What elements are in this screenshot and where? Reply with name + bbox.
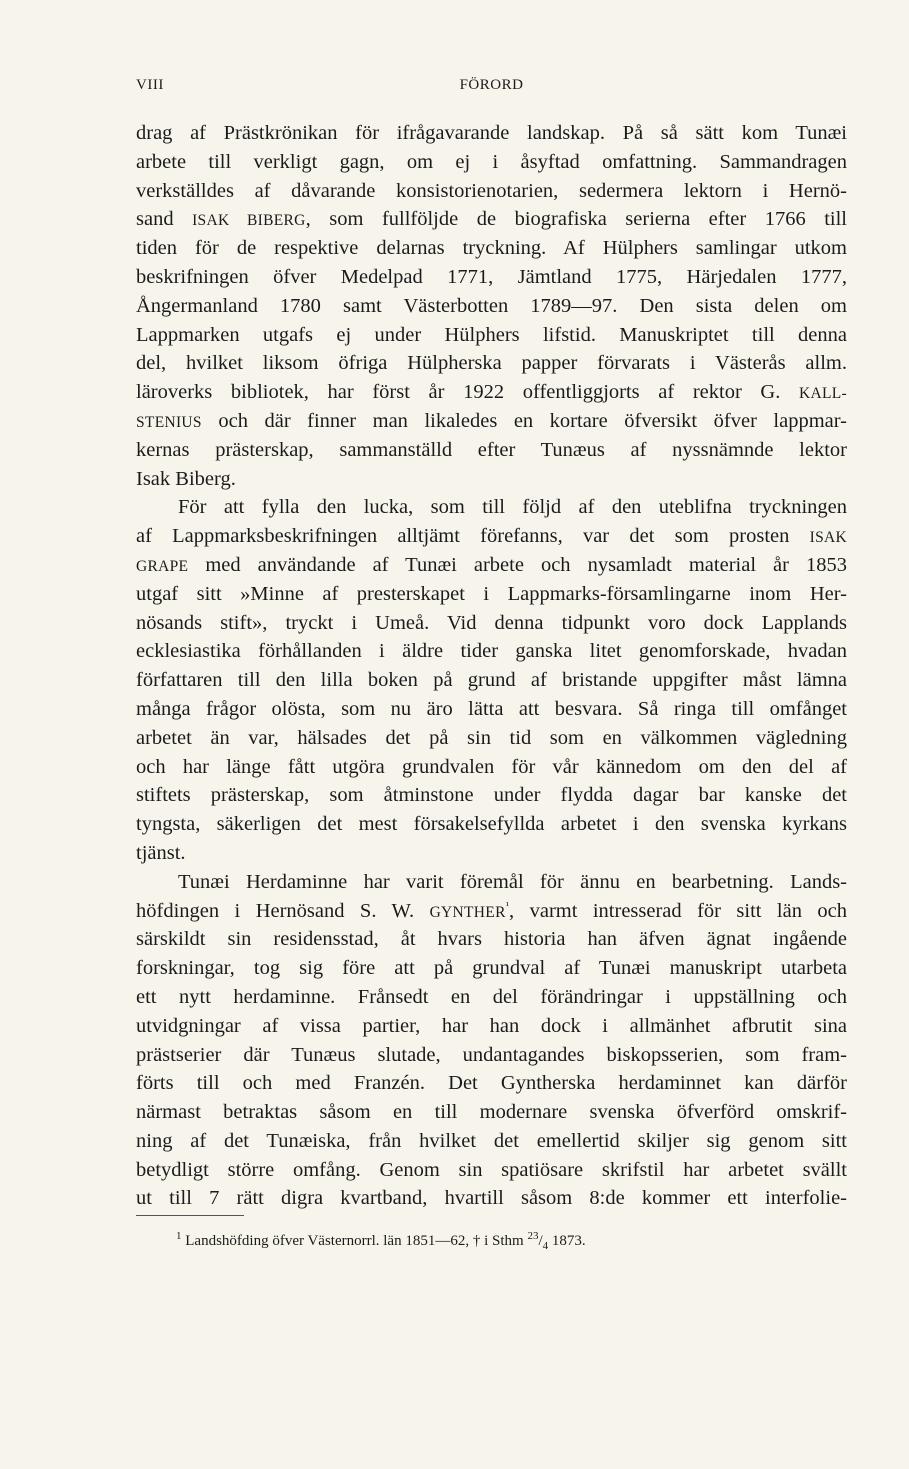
text-run: forskningar, tog sig före att på grundval af Tunæi manuskript utarbeta — [136, 957, 847, 980]
footnote-text-end: 1873. — [548, 1233, 586, 1249]
footnote: $^1$ Landshöfding öfver Västernorrl. län 1851—62, † i Sthm $^{23}/_4$ 1873. — [176, 1230, 586, 1252]
text-run: Isak Biberg. — [136, 467, 236, 490]
page-header — [136, 77, 847, 99]
text-run: För att fylla den lucka, som till följd af den uteblifna tryckningen — [178, 496, 847, 519]
text-line — [136, 205, 847, 234]
text-run: drag af Prästkrönikan för ifrågavarande landskap. På så sätt kom Tunæi — [136, 122, 847, 144]
text-run: betydligt större omfång. Genom sin spatiösare skrifstil har arbetet svällt — [136, 1158, 847, 1181]
text-run: Lappmarken utgafs ej under Hülphers lifstid. Manuskriptet till denna — [136, 323, 847, 346]
running-title: FÖRORD — [459, 77, 524, 93]
text-run: tiden för de respektive delarnas tryckning. Af Hülphers samlingar utkom — [136, 237, 847, 260]
small-caps-name: ISAK — [809, 529, 847, 547]
text-run: Tunæi Herdaminne har varit föremål för ännu en bearbetning. Lands- — [178, 870, 847, 893]
small-caps-name: KALL- — [799, 385, 847, 403]
text-run: tjänst. — [136, 841, 186, 864]
text-run: tyngsta, säkerligen det mest försakelsefyllda arbetet i den svenska kyrkans — [136, 813, 847, 836]
text-line — [136, 1098, 847, 1127]
small-caps-name: GYNTHER — [429, 903, 506, 921]
text-line — [136, 925, 847, 954]
text-line — [136, 321, 847, 350]
text-line — [136, 349, 847, 378]
text-run: del, hvilket liksom öfriga Hülpherska papper förvarats i Västerås allm. — [136, 352, 847, 375]
footnote-date-numerator: 23 — [527, 1230, 539, 1242]
text-run: ning af det Tunæiska, från hvilket det emellertid skiljer sig genom sitt — [136, 1129, 847, 1152]
footnote-text: Landshöfding öfver Västernorrl. län 1851—62, † i Sthm — [185, 1233, 528, 1249]
text-line — [136, 1156, 847, 1185]
text-line — [136, 897, 847, 926]
text-line — [136, 119, 847, 148]
text-run: och där finner man likaledes en kortare öfversikt öfver lappmar- — [201, 409, 847, 432]
text-line — [136, 983, 847, 1012]
text-run: höfdingen i Hernösand S. W. — [136, 899, 430, 922]
text-line — [136, 1012, 847, 1041]
text-run: af Lappmarksbeskrifningen alltjämt förefanns, var det som prosten — [136, 525, 810, 548]
small-caps-name: STENIUS — [136, 413, 202, 431]
text-line — [136, 666, 847, 695]
text-line — [136, 839, 847, 868]
text-run: närmast betraktas såsom en till modernare svenska öfverförd omskrif- — [136, 1101, 847, 1124]
text-run: stiftets prästerskap, som åtminstone under flydda dagar bar kanske det — [136, 784, 847, 807]
text-line — [136, 609, 847, 638]
text-run: prästserier där Tunæus slutade, undantagandes biskopsserien, som fram- — [136, 1043, 847, 1066]
small-caps-name: GRAPE — [136, 557, 189, 575]
text-run: , varmt intresserad för sitt län och — [509, 899, 847, 922]
text-run: sand — [136, 208, 193, 231]
text-line — [136, 292, 847, 321]
text-run: ecklesiastika förhållanden i äldre tider ganska litet genomforskade, hvadan — [136, 640, 847, 663]
text-line — [136, 1069, 847, 1098]
text-line — [136, 465, 847, 494]
small-caps-name: ISAK BIBERG — [192, 212, 306, 230]
footnote-date-denominator: 4 — [542, 1240, 549, 1252]
text-run: beskrifningen öfver Medelpad 1771, Jämtland 1775, Härjedalen 1777, — [136, 265, 847, 288]
footnote-marker: 1 — [176, 1230, 182, 1242]
text-run: arbete till verkligt gagn, om ej i åsyftad omfattning. Sammandragen — [136, 150, 847, 173]
body-text — [136, 119, 847, 1213]
text-run: utvidgningar af vissa partier, har han dock i allmänhet afbrutit sina — [136, 1014, 847, 1037]
footnote-divider — [136, 1215, 244, 1216]
text-line — [136, 637, 847, 666]
text-run: ut till 7 rätt digra kvartband, hvartill såsom 8:de kommer ett interfolie- — [136, 1187, 847, 1210]
text-line — [136, 810, 847, 839]
text-run: särskildt sin residensstad, åt hvars historia han äfven ägnat ingående — [136, 928, 847, 951]
text-line — [136, 1184, 847, 1213]
text-line — [136, 781, 847, 810]
text-run: många frågor olösta, som nu äro lätta att besvara. Så ringa till omfånget — [136, 697, 847, 720]
text-line — [136, 493, 847, 522]
text-run: kernas prästerskap, sammanställd efter Tunæus af nyssnämnde lektor — [136, 438, 847, 461]
text-line — [136, 378, 847, 407]
text-run: författaren till den lilla boken på grund af bristande uppgifter måst lämna — [136, 669, 847, 692]
text-run: , som fullföljde de biografiska serierna efter 1766 till — [305, 208, 847, 231]
text-line — [136, 522, 847, 551]
text-line — [136, 724, 847, 753]
text-run: förts till och med Franzén. Det Gyntherska herdaminnet kan därför — [136, 1072, 847, 1095]
page-number: VIII — [136, 77, 164, 93]
text-run: verkställdes af dåvarande konsistorienotarien, sedermera lektorn i Hernö- — [136, 179, 847, 202]
text-line — [136, 1127, 847, 1156]
text-line — [136, 1041, 847, 1070]
text-line — [136, 954, 847, 983]
text-run: med användande af Tunæi arbete och nysamladt material år 1853 — [188, 553, 847, 576]
footnote-reference: ¹ — [505, 899, 510, 912]
text-line — [136, 148, 847, 177]
text-run: nösands stift», tryckt i Umeå. Vid denna tidpunkt voro dock Lapplands — [136, 611, 847, 634]
text-run: utgaf sitt »Minne af presterskapet i Lappmarks-församlingarne inom Her- — [136, 582, 847, 605]
text-line — [136, 177, 847, 206]
text-line — [136, 407, 847, 436]
text-line — [136, 551, 847, 580]
text-run: ett nytt herdaminne. Frånsedt en del förändringar i uppställning och — [136, 985, 847, 1008]
text-line — [136, 234, 847, 263]
text-line — [136, 695, 847, 724]
text-line — [136, 436, 847, 465]
text-run: Ångermanland 1780 samt Västerbotten 1789—97. Den sista delen om — [136, 294, 847, 317]
text-line — [136, 753, 847, 782]
text-line — [136, 263, 847, 292]
text-run: läroverks bibliotek, har först år 1922 offentliggjorts af rektor G. — [136, 381, 799, 404]
text-line — [136, 580, 847, 609]
text-run: och har länge fått utgöra grundvalen för vår kännedom om den del af — [136, 755, 847, 778]
text-run: arbetet än var, hälsades det på sin tid som en välkommen vägledning — [136, 726, 847, 749]
text-line — [136, 868, 847, 897]
